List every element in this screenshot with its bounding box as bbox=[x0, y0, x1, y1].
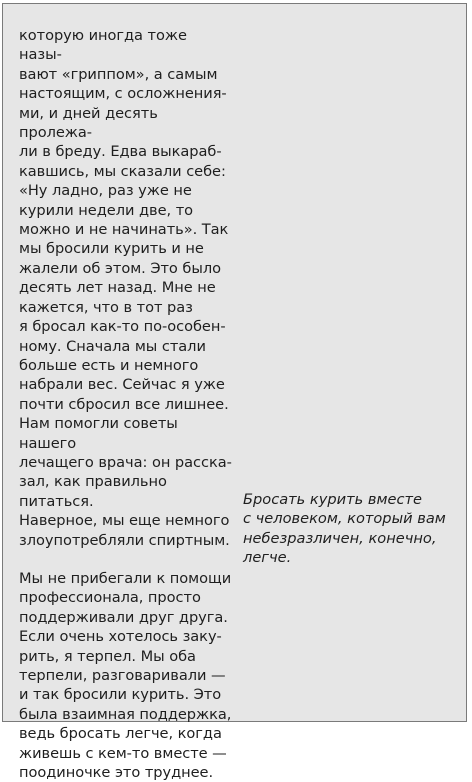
side-note: Бросать курить вместе с человеком, который вам небезразличен, конечно, легче. bbox=[243, 491, 446, 567]
main-text-column bbox=[19, 26, 233, 782]
paragraph-2: Мы не прибегали к помощи профессионала, просто поддерживали друг друга. Если очень хотелось заку- рить, я терпел. Мы оба терпели, разговаривали — и так бросили курить. Это была взаимная поддержка, ведь бросать легче, когда живешь с кем-то вместе — поодиночке это труднее. bbox=[19, 569, 232, 782]
text-panel bbox=[2, 3, 467, 782]
paragraph-1: которую иногда тоже назы- вают «гриппом», а самым настоящим, с осложнения- ми, и дней десять пролежа- ли в бреду. Едва выкараб- кавшись, мы сказали себе: «Ну ладно, раз уже не курили недели две, то можно и не начинать». Так мы бросили курить и не жалели об этом. Это было десять лет назад. Мне не кажется, что в тот раз я бросал как-то по-особен- ному. Сначала мы стали больше есть и немного набрали вес. Сейчас я уже почти сбросил все лишнее. Нам помогли советы нашего лечащего врача: он расска- зал, как правильно питаться. Наверное, мы еще немного злоупотребляли спиртным. bbox=[19, 27, 232, 549]
